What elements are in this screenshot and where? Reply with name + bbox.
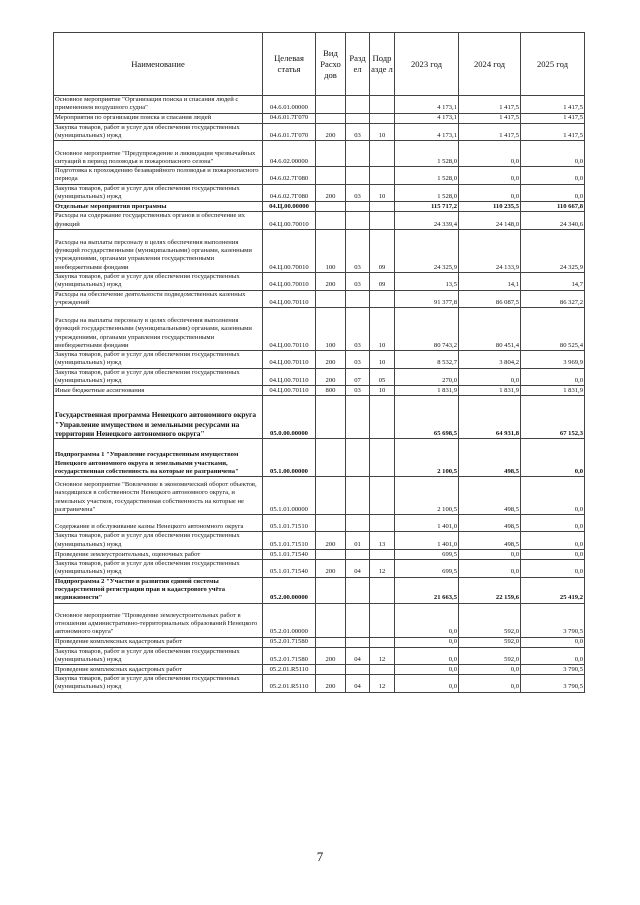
- row-subsection: 05: [370, 368, 395, 386]
- row-amount-2025: 0,0: [521, 532, 585, 550]
- row-amount-2023: 0,0: [395, 675, 459, 693]
- table-row: [54, 368, 585, 386]
- row-amount-2023: 270,0: [395, 368, 459, 386]
- row-amount-2023: 21 663,5: [395, 577, 459, 603]
- row-amount-2024: 22 159,6: [459, 577, 521, 603]
- row-amount-2025: 1 417,5: [521, 113, 585, 123]
- row-amount-2024: 1 417,5: [459, 113, 521, 123]
- row-expense-type: [316, 113, 346, 123]
- row-amount-2024: 0,0: [459, 141, 521, 167]
- row-subsection: [370, 212, 395, 230]
- header-expense-type: Вид Расхо дов: [316, 33, 346, 96]
- row-name: Проведение комплексных кадастровых работ: [54, 637, 263, 647]
- row-amount-2023: 4 173,1: [395, 96, 459, 114]
- row-amount-2023: 0,0: [395, 647, 459, 665]
- row-amount-2025: 14,7: [521, 272, 585, 290]
- row-amount-2025: 0,0: [521, 184, 585, 202]
- row-section: 03: [346, 351, 370, 369]
- row-amount-2025: 0,0: [521, 141, 585, 167]
- row-amount-2024: 80 451,4: [459, 308, 521, 351]
- row-subsection: 10: [370, 123, 395, 141]
- row-amount-2023: 4 173,1: [395, 113, 459, 123]
- row-section: [346, 665, 370, 675]
- row-expense-type: 100: [316, 229, 346, 272]
- row-section: 01: [346, 532, 370, 550]
- table-row: [54, 647, 585, 665]
- row-amount-2025: 3 790,5: [521, 603, 585, 637]
- row-target-article: 05.1.01.71540: [263, 559, 316, 577]
- row-expense-type: [316, 141, 346, 167]
- row-amount-2023: 0,0: [395, 637, 459, 647]
- row-expense-type: 200: [316, 184, 346, 202]
- row-amount-2023: 0,0: [395, 603, 459, 637]
- row-target-article: 04.6.01.7Г070: [263, 123, 316, 141]
- row-name: Мероприятия по организации поиска и спасания людей: [54, 113, 263, 123]
- row-amount-2024: 592,0: [459, 637, 521, 647]
- row-section: 04: [346, 559, 370, 577]
- row-name: Основное мероприятие "Вовлечение в экономический оборот объектов, находящихся в собственности Ненецкого автономного округа, и земельных участков, государственная собственность на которые не разграничена": [54, 477, 263, 515]
- row-subsection: [370, 396, 395, 439]
- row-subsection: 12: [370, 675, 395, 693]
- row-amount-2025: 0,0: [521, 477, 585, 515]
- row-subsection: [370, 549, 395, 559]
- row-name: Закупка товаров, работ и услуг для обеспечения государственных (муниципальных) нужд: [54, 675, 263, 693]
- row-target-article: 04.Ц.00.00000: [263, 202, 316, 212]
- page-number: 7: [316, 849, 324, 864]
- row-subsection: [370, 113, 395, 123]
- row-section: [346, 637, 370, 647]
- row-subsection: [370, 577, 395, 603]
- table-row: [54, 167, 585, 185]
- row-amount-2023: 0,0: [395, 665, 459, 675]
- row-subsection: [370, 637, 395, 647]
- row-amount-2023: 91 377,8: [395, 290, 459, 308]
- row-name: Основное мероприятие "Организация поиска и спасания людей с применением воздушного судна": [54, 96, 263, 114]
- header-name: Наименование: [54, 33, 263, 96]
- row-section: 04: [346, 647, 370, 665]
- row-name: Проведение землеустроительных, оценочных работ: [54, 549, 263, 559]
- row-expense-type: [316, 439, 346, 477]
- row-target-article: 04.6.01.00000: [263, 96, 316, 114]
- table-row: [54, 113, 585, 123]
- row-amount-2024: 110 235,5: [459, 202, 521, 212]
- row-target-article: 04.Ц.00.70110: [263, 368, 316, 386]
- row-amount-2025: 0,0: [521, 647, 585, 665]
- row-amount-2024: 0,0: [459, 665, 521, 675]
- row-subsection: 12: [370, 559, 395, 577]
- row-expense-type: 100: [316, 308, 346, 351]
- row-amount-2025: 0,0: [521, 637, 585, 647]
- row-target-article: 05.2.01.00000: [263, 603, 316, 637]
- row-section: 03: [346, 229, 370, 272]
- row-target-article: 05.1.01.00000: [263, 477, 316, 515]
- row-target-article: 04.Ц.00.70110: [263, 386, 316, 396]
- row-name: Подпрограмма 1 "Управление государственным имуществом Ненецкого автономного округа и земельными участками, государственная собственность на которые не разграничена": [54, 439, 263, 477]
- table-row: [54, 396, 585, 439]
- row-amount-2025: 0,0: [521, 515, 585, 532]
- row-amount-2024: 24 148,0: [459, 212, 521, 230]
- row-expense-type: [316, 202, 346, 212]
- row-name: Закупка товаров, работ и услуг для обеспечения государственных (муниципальных) нужд: [54, 123, 263, 141]
- row-amount-2024: 1 417,5: [459, 96, 521, 114]
- row-amount-2023: 4 173,1: [395, 123, 459, 141]
- row-name: Закупка товаров, работ и услуг для обеспечения государственных (муниципальных) нужд: [54, 272, 263, 290]
- row-amount-2024: 0,0: [459, 549, 521, 559]
- row-expense-type: 200: [316, 532, 346, 550]
- row-amount-2025: 67 152,3: [521, 396, 585, 439]
- row-target-article: 04.6.02.7Г080: [263, 167, 316, 185]
- row-section: [346, 549, 370, 559]
- row-expense-type: 200: [316, 647, 346, 665]
- row-amount-2024: 498,5: [459, 439, 521, 477]
- row-name: Закупка товаров, работ и услуг для обеспечения государственных (муниципальных) нужд: [54, 351, 263, 369]
- row-section: [346, 290, 370, 308]
- row-target-article: 05.0.00.00000: [263, 396, 316, 439]
- table-row: [54, 141, 585, 167]
- row-subsection: [370, 202, 395, 212]
- table-row: [54, 351, 585, 369]
- row-amount-2024: 86 087,5: [459, 290, 521, 308]
- row-section: [346, 212, 370, 230]
- header-year-2025: 2025 год: [521, 33, 585, 96]
- row-section: [346, 577, 370, 603]
- table-row: [54, 549, 585, 559]
- row-name: Основное мероприятие "Проведение землеустроительных работ в отношении административно-территориальных образований Ненецкого автономного округа": [54, 603, 263, 637]
- row-amount-2025: 1 831,9: [521, 386, 585, 396]
- row-target-article: 04.Ц.00.70010: [263, 229, 316, 272]
- row-amount-2025: 3 790,5: [521, 675, 585, 693]
- row-subsection: 10: [370, 184, 395, 202]
- row-name: Подготовка к прохождению безаварийного половодья и пожароопасного периода: [54, 167, 263, 185]
- row-target-article: 04.Ц.00.70010: [263, 212, 316, 230]
- row-amount-2023: 1 831,9: [395, 386, 459, 396]
- row-subsection: 09: [370, 229, 395, 272]
- row-target-article: 05.2.01.R5110: [263, 675, 316, 693]
- row-amount-2023: 1 528,0: [395, 167, 459, 185]
- row-expense-type: [316, 549, 346, 559]
- row-expense-type: [316, 96, 346, 114]
- row-target-article: 04.6.02.7Г080: [263, 184, 316, 202]
- table-row: [54, 532, 585, 550]
- table-body: [54, 96, 585, 693]
- table-row: [54, 229, 585, 272]
- row-amount-2024: 14,1: [459, 272, 521, 290]
- row-expense-type: 200: [316, 368, 346, 386]
- table-row: [54, 308, 585, 351]
- row-section: [346, 113, 370, 123]
- row-subsection: [370, 515, 395, 532]
- table-row: [54, 123, 585, 141]
- row-target-article: 04.6.02.00000: [263, 141, 316, 167]
- table-row: [54, 637, 585, 647]
- row-amount-2023: 1 401,0: [395, 532, 459, 550]
- row-target-article: 04.6.01.7Г070: [263, 113, 316, 123]
- row-target-article: 05.1.01.71540: [263, 549, 316, 559]
- row-name: Расходы на выплаты персоналу в целях обеспечения выполнения функций государственными (муниципальными) органами, казенными учреждениями, органами управления государственными внебюджетными фондами: [54, 229, 263, 272]
- row-amount-2024: 592,0: [459, 647, 521, 665]
- row-target-article: 05.1.01.71510: [263, 532, 316, 550]
- row-name: Закупка товаров, работ и услуг для обеспечения государственных (муниципальных) нужд: [54, 368, 263, 386]
- row-expense-type: [316, 665, 346, 675]
- row-name: Иные бюджетные ассигнования: [54, 386, 263, 396]
- row-amount-2024: 0,0: [459, 675, 521, 693]
- row-subsection: 10: [370, 386, 395, 396]
- table-row: [54, 96, 585, 114]
- table-row: [54, 202, 585, 212]
- table-row: [54, 386, 585, 396]
- row-target-article: 05.1.01.71510: [263, 515, 316, 532]
- row-subsection: 13: [370, 532, 395, 550]
- row-amount-2023: 699,5: [395, 549, 459, 559]
- row-amount-2024: 3 804,2: [459, 351, 521, 369]
- row-section: [346, 167, 370, 185]
- row-section: 03: [346, 123, 370, 141]
- row-section: 04: [346, 675, 370, 693]
- row-amount-2024: 64 931,8: [459, 396, 521, 439]
- row-section: 03: [346, 386, 370, 396]
- row-amount-2025: 3 790,5: [521, 665, 585, 675]
- row-expense-type: [316, 603, 346, 637]
- row-amount-2023: 1 528,0: [395, 184, 459, 202]
- header-subsection: Подр азде л: [370, 33, 395, 96]
- row-expense-type: 200: [316, 272, 346, 290]
- row-section: [346, 96, 370, 114]
- row-amount-2023: 24 339,4: [395, 212, 459, 230]
- row-subsection: [370, 167, 395, 185]
- row-target-article: 05.1.00.00000: [263, 439, 316, 477]
- row-amount-2025: 3 969,9: [521, 351, 585, 369]
- table-row: [54, 290, 585, 308]
- row-subsection: [370, 439, 395, 477]
- header-section: Разд ел: [346, 33, 370, 96]
- row-name: Закупка товаров, работ и услуг для обеспечения государственных (муниципальных) нужд: [54, 184, 263, 202]
- row-name: Закупка товаров, работ и услуг для обеспечения государственных (муниципальных) нужд: [54, 532, 263, 550]
- row-expense-type: [316, 577, 346, 603]
- row-expense-type: [316, 167, 346, 185]
- row-amount-2023: 2 100,5: [395, 477, 459, 515]
- row-expense-type: [316, 396, 346, 439]
- row-section: [346, 515, 370, 532]
- row-target-article: 04.Ц.00.70110: [263, 351, 316, 369]
- row-name: Расходы на содержание государственных органов и обеспечение их функций: [54, 212, 263, 230]
- row-amount-2024: 0,0: [459, 184, 521, 202]
- row-expense-type: 200: [316, 675, 346, 693]
- row-amount-2024: 498,5: [459, 515, 521, 532]
- row-amount-2025: 0,0: [521, 368, 585, 386]
- row-subsection: 10: [370, 351, 395, 369]
- row-name: Подпрограмма 2 "Участие в развитии единой системы государственной регистрации прав и кадастрового учёта недвижимости": [54, 577, 263, 603]
- row-target-article: 05.2.01.R5110: [263, 665, 316, 675]
- row-amount-2025: 25 419,2: [521, 577, 585, 603]
- row-name: Государственная программа Ненецкого автономного округа "Управление имуществом и земельными ресурсами на территории Ненецкого автономного округа": [54, 396, 263, 439]
- row-amount-2025: 1 417,5: [521, 123, 585, 141]
- row-expense-type: [316, 212, 346, 230]
- row-name: Расходы на выплаты персоналу в целях обеспечения выполнения функций государственными (муниципальными) органами, казенными учреждениями, органами управления государственными внебюджетными фондами: [54, 308, 263, 351]
- row-target-article: 04.Ц.00.70010: [263, 272, 316, 290]
- row-name: Отдельные мероприятия программы: [54, 202, 263, 212]
- row-section: [346, 396, 370, 439]
- row-amount-2023: 1 401,0: [395, 515, 459, 532]
- table-row: [54, 212, 585, 230]
- row-section: 07: [346, 368, 370, 386]
- row-target-article: 04.Ц.00.70110: [263, 290, 316, 308]
- table-row: [54, 559, 585, 577]
- row-section: [346, 439, 370, 477]
- row-subsection: [370, 603, 395, 637]
- row-subsection: [370, 96, 395, 114]
- row-target-article: 05.2.00.00000: [263, 577, 316, 603]
- row-amount-2025: 0,0: [521, 559, 585, 577]
- row-section: [346, 141, 370, 167]
- row-section: 03: [346, 184, 370, 202]
- row-name: Закупка товаров, работ и услуг для обеспечения государственных (муниципальных) нужд: [54, 559, 263, 577]
- row-amount-2023: 65 698,5: [395, 396, 459, 439]
- row-section: [346, 603, 370, 637]
- row-amount-2023: 2 100,5: [395, 439, 459, 477]
- header-year-2023: 2023 год: [395, 33, 459, 96]
- row-amount-2024: 0,0: [459, 167, 521, 185]
- row-expense-type: [316, 290, 346, 308]
- row-amount-2024: 498,5: [459, 477, 521, 515]
- row-section: [346, 202, 370, 212]
- row-amount-2024: 1 831,9: [459, 386, 521, 396]
- row-amount-2024: 0,0: [459, 559, 521, 577]
- row-subsection: 12: [370, 647, 395, 665]
- table-row: [54, 272, 585, 290]
- header-row: [54, 33, 585, 96]
- row-amount-2025: 0,0: [521, 167, 585, 185]
- row-amount-2023: 699,5: [395, 559, 459, 577]
- row-amount-2023: 115 717,2: [395, 202, 459, 212]
- table-row: [54, 184, 585, 202]
- row-expense-type: [316, 515, 346, 532]
- row-subsection: [370, 477, 395, 515]
- table-row: [54, 665, 585, 675]
- table-row: [54, 515, 585, 532]
- row-amount-2025: 1 417,5: [521, 96, 585, 114]
- row-subsection: [370, 290, 395, 308]
- table-row: [54, 477, 585, 515]
- row-name: Проведение комплексных кадастровых работ: [54, 665, 263, 675]
- row-expense-type: 200: [316, 123, 346, 141]
- row-amount-2023: 8 532,7: [395, 351, 459, 369]
- row-section: [346, 477, 370, 515]
- row-amount-2023: 1 528,0: [395, 141, 459, 167]
- row-subsection: [370, 665, 395, 675]
- row-amount-2025: 24 340,6: [521, 212, 585, 230]
- row-amount-2023: 24 325,9: [395, 229, 459, 272]
- row-target-article: 05.2.01.71580: [263, 647, 316, 665]
- row-amount-2025: 80 525,4: [521, 308, 585, 351]
- row-expense-type: 800: [316, 386, 346, 396]
- row-amount-2025: 0,0: [521, 549, 585, 559]
- header-year-2024: 2024 год: [459, 33, 521, 96]
- row-name: Закупка товаров, работ и услуг для обеспечения государственных (муниципальных) нужд: [54, 647, 263, 665]
- row-target-article: 04.Ц.00.70110: [263, 308, 316, 351]
- row-amount-2025: 0,0: [521, 439, 585, 477]
- budget-table: [53, 32, 585, 693]
- table-row: [54, 603, 585, 637]
- row-name: Содержание и обслуживание казны Ненецкого автономного округа: [54, 515, 263, 532]
- row-amount-2024: 1 417,5: [459, 123, 521, 141]
- row-amount-2024: 592,0: [459, 603, 521, 637]
- row-amount-2025: 86 327,2: [521, 290, 585, 308]
- table-row: [54, 577, 585, 603]
- row-section: 03: [346, 308, 370, 351]
- row-amount-2025: 110 667,8: [521, 202, 585, 212]
- row-amount-2025: 24 325,9: [521, 229, 585, 272]
- row-expense-type: [316, 477, 346, 515]
- row-amount-2023: 80 743,2: [395, 308, 459, 351]
- header-target-article: Целевая статья: [263, 33, 316, 96]
- row-amount-2023: 13,5: [395, 272, 459, 290]
- row-target-article: 05.2.01.71580: [263, 637, 316, 647]
- row-name: Основное мероприятие "Предупреждение и ликвидация чрезвычайных ситуаций в период половодья и пожароопасного сезона": [54, 141, 263, 167]
- row-amount-2024: 24 133,9: [459, 229, 521, 272]
- table-row: [54, 675, 585, 693]
- row-expense-type: 200: [316, 351, 346, 369]
- row-expense-type: 200: [316, 559, 346, 577]
- row-section: 03: [346, 272, 370, 290]
- row-expense-type: [316, 637, 346, 647]
- row-subsection: 09: [370, 272, 395, 290]
- row-amount-2024: 498,5: [459, 532, 521, 550]
- row-name: Расходы на обеспечение деятельности подведомственных казенных учреждений: [54, 290, 263, 308]
- row-amount-2024: 0,0: [459, 368, 521, 386]
- row-subsection: 10: [370, 308, 395, 351]
- table-row: [54, 439, 585, 477]
- row-subsection: [370, 141, 395, 167]
